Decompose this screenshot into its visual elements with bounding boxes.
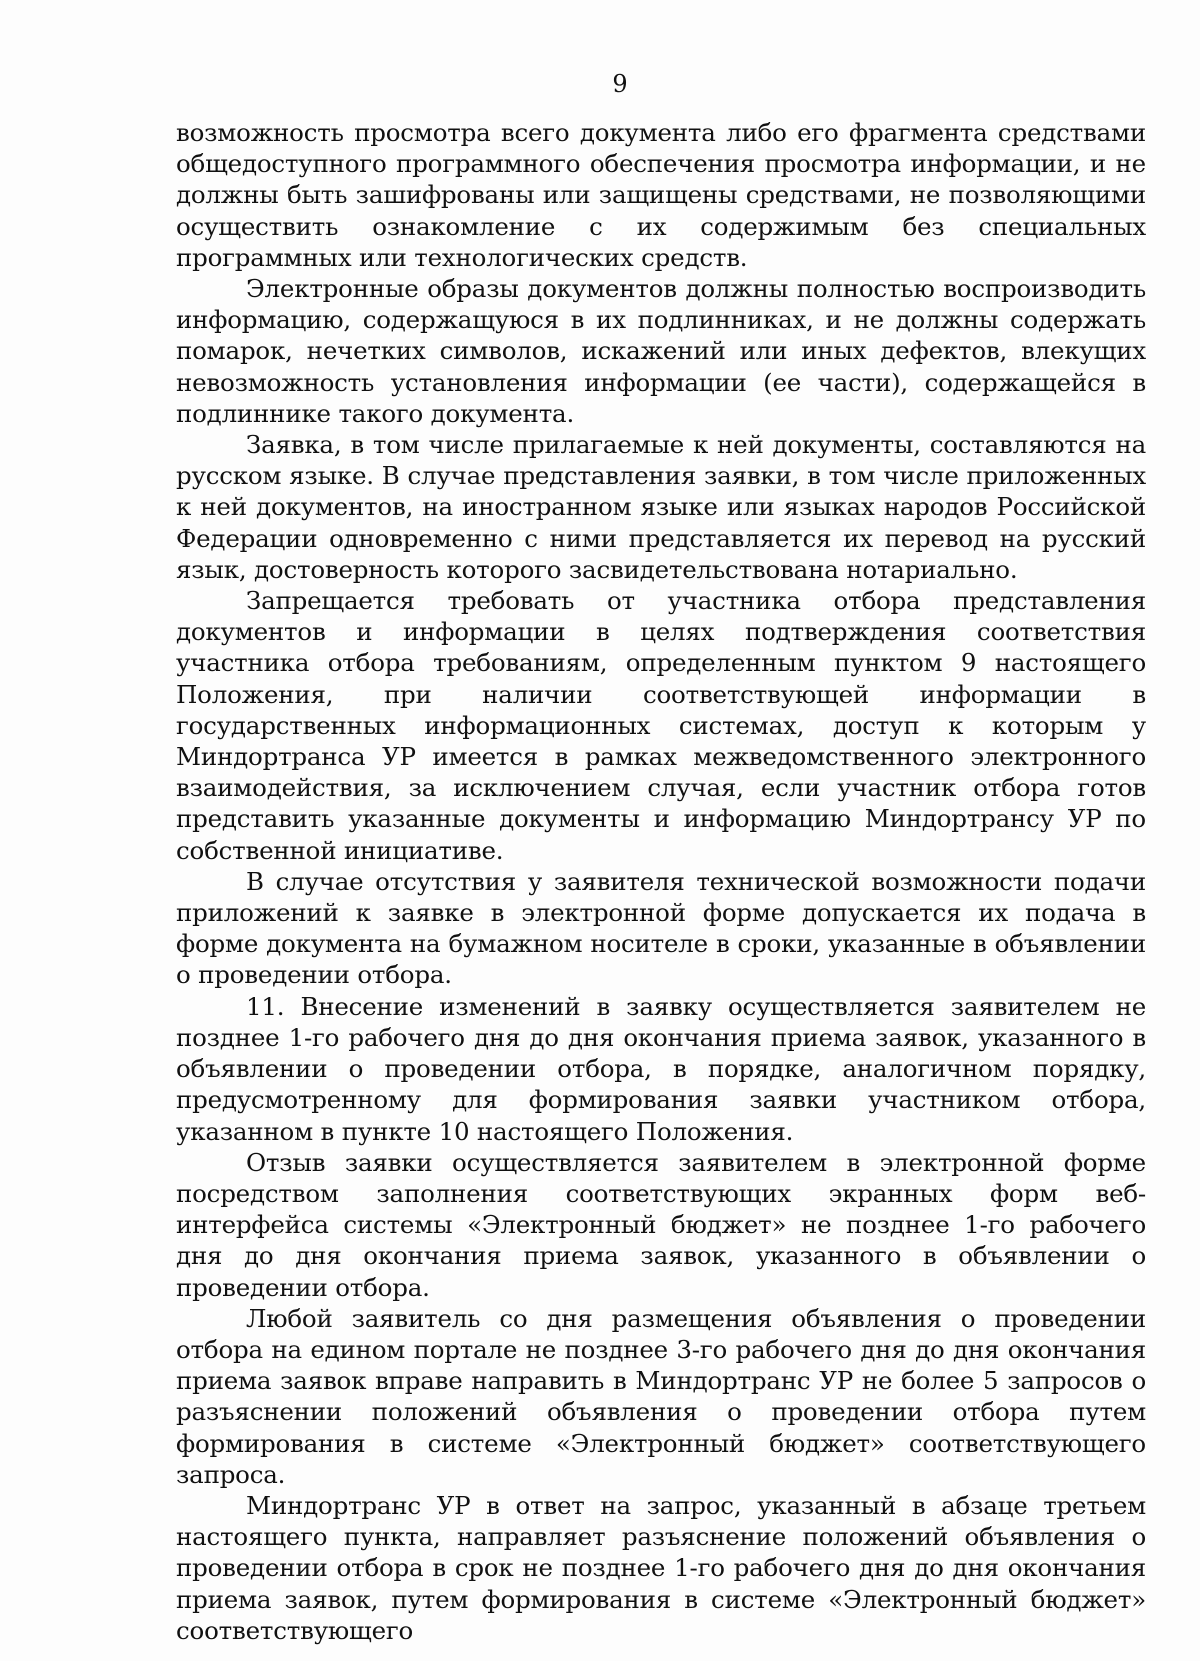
paragraph-electronic-images: Электронные образы документов должны полностью воспроизводить информацию, содержащуюся в их подлинниках, и не должны содержать помарок, нечетких символов, искажений или иных дефектов, влекущих невозможность установления информации (ее части), содержащейся в подлиннике такого документа. — [176, 274, 1146, 428]
paragraph-application-withdrawal: Отзыв заявки осуществляется заявителем в электронной форме посредством заполнения соответствующих экранных форм веб-интерфейса системы «Электронный бюджет» не позднее 1-го рабочего дня до дня окончания приема заявок, указанного в объявлении о проведении отбора. — [176, 1147, 1146, 1302]
document-body — [176, 117, 1146, 1646]
paragraph-clarification-response: Миндортранс УР в ответ на запрос, указанный в абзаце третьем настоящего пункта, направляет разъяснение положений объявления о проведении отбора в срок не позднее 1-го рабочего дня до дня окончания приема заявок, путем формирования в системе «Электронный бюджет» соответствующего — [176, 1490, 1146, 1645]
paragraph-paper-submission: В случае отсутствия у заявителя технической возможности подачи приложений к заявке в электронной форме допускается их подача в форме документа на бумажном носителе в сроки, указанные в объявлении о проведении отбора. — [176, 866, 1146, 990]
paragraph-document-request-ban: Запрещается требовать от участника отбора представления документов и информации в целях подтверждения соответствия участника отбора требованиям, определенным пунктом 9 настоящего Положения, при наличии соответствующей информации в государственных информационных системах, доступ к которым у Миндортранса УР имеется в рамках межведомственного электронного взаимодействия, за исключением случая, если участник отбора готов представить указанные документы и информацию Миндортрансу УР по собственной инициативе. — [176, 586, 1146, 865]
paragraph-clarification-requests: Любой заявитель со дня размещения объявления о проведении отбора на едином портале не позднее 3-го рабочего дня до дня окончания приема заявок вправе направить в Миндортранс УР не более 5 запросов о разъяснении положений объявления о проведении отбора путем формирования в системе «Электронный бюджет» соответствующего запроса. — [176, 1303, 1146, 1489]
paragraph-language-requirement: Заявка, в том числе прилагаемые к ней документы, составляются на русском языке. В случае представления заявки, в том числе приложенных к ней документов, на иностранном языке или языках народов Российской Федерации одновременно с ними представляется их перевод на русский язык, достоверность которого засвидетельствована нотариально. — [176, 430, 1146, 584]
paragraph-item-11: 11. Внесение изменений в заявку осуществляется заявителем не позднее 1-го рабочего дня до дня окончания приема заявок, указанного в объявлении о проведении отбора, в порядке, аналогичном порядку, предусмотренному для формирования заявки участником отбора, указанном в пункте 10 настоящего Положения. — [176, 991, 1146, 1146]
paragraph-continuation: возможность просмотра всего документа либо его фрагмента средствами общедоступного программного обеспечения просмотра информации, и не должны быть зашифрованы или защищены средствами, не позволяющими осуществить ознакомление с их содержимым без специальных программных или технологических средств. — [176, 118, 1146, 272]
page-number: 9 — [612, 70, 628, 98]
